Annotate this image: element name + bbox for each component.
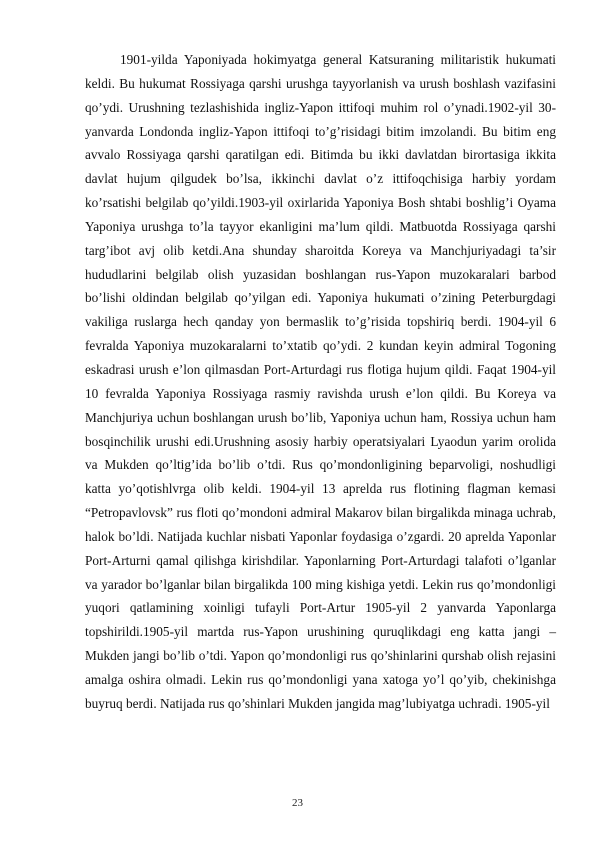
page-number: 23: [292, 797, 303, 809]
body-text: [85, 48, 556, 716]
paragraph: 1901-yilda Yaponiyada hokimyatga general Katsuraning militaristik hukumati keldi. Bu hukumat Rossiyaga qarshi urushga tayyorlanish va urush boshlash vazifasini qo’ydi. Urushning tezlashishida ingliz-Yapon ittifoqi muhim rol o’ynadi.1902-yil 30-yanvarda Londonda ingliz-Yapon ittifoqi to’g’risidagi bitim imzolandi. Bu bitim eng avvalo Rossiyaga qarshi qaratilgan edi. Bitimda bu ikki davlatdan birortasiga ikkita davlat hujum qilgudek bo’lsa, ikkinchi davlat o’z ittifoqchisiga harbiy yordam ko’rsatishi belgilab qo’yildi.1903-yil oxirlarida Yaponiya Bosh shtabi boshlig’i Oyama Yaponiya urushga to’la tayyor ekanligini ma’lum qildi. Matbuotda Rossiyaga qarshi targ’ibot avj olib ketdi.Ana shunday sharoitda Koreya va Manchjuriyadagi ta’sir hududlarini belgilab olish yuzasidan boshlangan rus-Yapon muzokaralari barbod bo’lishi oldindan belgilab qo’yilgan edi. Yaponiya hukumati o’zining Peterburgdagi vakiliga ruslarga hech qanday yon bermaslik to’g’risida topshiriq berdi. 1904-yil 6 fevralda Yaponiya muzokaralarni to’xtatib qo’ydi. 2 kundan keyin admiral Togoning eskadrasi urush e’lon qilmasdan Port-Arturdagi rus flotiga hujum qildi. Faqat 1904-yil 10 fevralda Yaponiya Rossiyaga rasmiy ravishda urush e’lon qildi. Bu Koreya va Manchjuriya uchun boshlangan urush bo’lib, Yaponiya uchun ham, Rossiya uchun ham bosqinchilik urushi edi.Urushning asosiy harbiy operatsiyalari Lyaodun yarim orolida va Mukden qo’ltig’ida bo’lib o’tdi. Rus qo’mondonligining beparvoligi, noshudligi katta yo’qotishlvrga olib keldi. 1904-yil 13 aprelda rus flotining flagman kemasi “Petropavlovsk” rus floti qo’mondoni admiral Makarov bilan birgalikda minaga uchrab, halok bo’ldi. Natijada kuchlar nisbati Yaponlar foydasiga o’zgardi. 20 aprelda Yaponlar Port-Arturni qamal qilishga kirishdilar. Yaponlarning Port-Arturdagi talafoti o’lganlar va yarador bo’lganlar bilan birgalikda 100 ming kishiga yetdi. Lekin rus qo’mondonligi yuqori qatlamining xoinligi tufayli Port-Artur 1905-yil 2 yanvarda Yaponlarga topshirildi.1905-yil martda rus-Yapon urushining quruqlikdagi eng katta jangi – Mukden jangi bo’lib o’tdi. Yapon qo’mondonligi rus qo’shinlarini qurshab olish rejasini amalga oshira olmadi. Lekin rus qo’mondonligi yana xatoga yo’l qo’yib, chekinishga buyruq berdi. Natijada rus qo’shinlari Mukden jangida mag’lubiyatga uchradi. 1905-yil: [85, 52, 556, 711]
